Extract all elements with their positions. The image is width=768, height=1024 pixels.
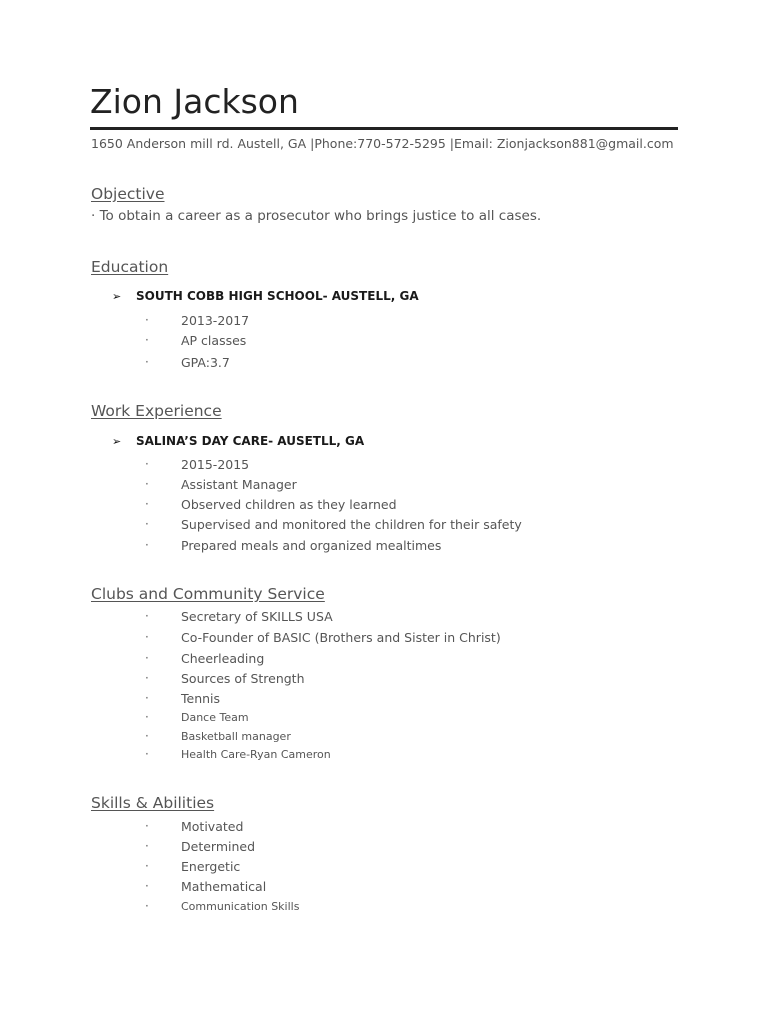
bullet-icon: · — [145, 710, 149, 724]
bullet-icon: · — [145, 538, 149, 552]
education-item: AP classes — [181, 333, 247, 348]
education-heading: Education — [91, 258, 169, 276]
work-item: Supervised and monitored the children for their safety — [181, 517, 522, 532]
bullet-icon: · — [145, 729, 149, 743]
arrow-bullet-icon: ➢ — [112, 435, 122, 448]
skills-item: Motivated — [181, 819, 244, 834]
objective-heading: Objective — [91, 185, 165, 203]
clubs-item: Co-Founder of BASIC (Brothers and Sister in Christ) — [181, 630, 501, 645]
clubs-item: Tennis — [181, 691, 221, 706]
skills-item: Communication Skills — [181, 900, 300, 913]
bullet-icon: · — [145, 879, 149, 893]
bullet-icon: · — [145, 630, 149, 644]
clubs-item: Cheerleading — [181, 651, 265, 666]
clubs-item: Secretary of SKILLS USA — [181, 609, 333, 624]
bullet-icon: · — [145, 651, 149, 665]
education-item: 2013-2017 — [181, 313, 250, 328]
bullet-icon: · — [145, 691, 149, 705]
work-item: 2015-2015 — [181, 457, 250, 472]
education-item: GPA:3.7 — [181, 355, 230, 370]
skills-heading: Skills & Abilities — [91, 794, 215, 812]
bullet-icon: · — [145, 497, 149, 511]
objective-text: · To obtain a career as a prosecutor who brings justice to all cases. — [91, 208, 542, 224]
clubs-item: Dance Team — [181, 711, 249, 724]
work-heading: Work Experience — [91, 402, 222, 420]
bullet-icon: · — [145, 355, 149, 369]
skills-item: Energetic — [181, 859, 241, 874]
bullet-icon: · — [145, 609, 149, 623]
work-item: Assistant Manager — [181, 477, 297, 492]
clubs-item: Health Care-Ryan Cameron — [181, 748, 331, 761]
bullet-icon: · — [145, 333, 149, 347]
contact-line: 1650 Anderson mill rd. Austell, GA |Phone:770-572-5295 |Email: Zionjackson881@gmail.com — [91, 136, 674, 151]
clubs-item: Sources of Strength — [181, 671, 305, 686]
clubs-heading: Clubs and Community Service — [91, 585, 325, 603]
bullet-icon: · — [145, 747, 149, 761]
bullet-icon: · — [145, 457, 149, 471]
bullet-icon: · — [145, 899, 149, 913]
work-item: Observed children as they learned — [181, 497, 397, 512]
bullet-icon: · — [145, 859, 149, 873]
bullet-icon: · — [145, 671, 149, 685]
skills-item: Determined — [181, 839, 256, 854]
arrow-bullet-icon: ➢ — [112, 290, 122, 303]
header-rule — [90, 127, 678, 130]
resume-name: Zion Jackson — [90, 82, 299, 121]
employer-title: SALINA’S DAY CARE- AUSETLL, GA — [136, 434, 365, 448]
bullet-icon: · — [145, 839, 149, 853]
bullet-icon: · — [145, 313, 149, 327]
bullet-icon: · — [145, 477, 149, 491]
work-item: Prepared meals and organized mealtimes — [181, 538, 442, 553]
skills-item: Mathematical — [181, 879, 267, 894]
bullet-icon: · — [145, 819, 149, 833]
bullet-icon: · — [145, 517, 149, 531]
clubs-item: Basketball manager — [181, 730, 291, 743]
school-title: SOUTH COBB HIGH SCHOOL- AUSTELL, GA — [136, 289, 419, 303]
